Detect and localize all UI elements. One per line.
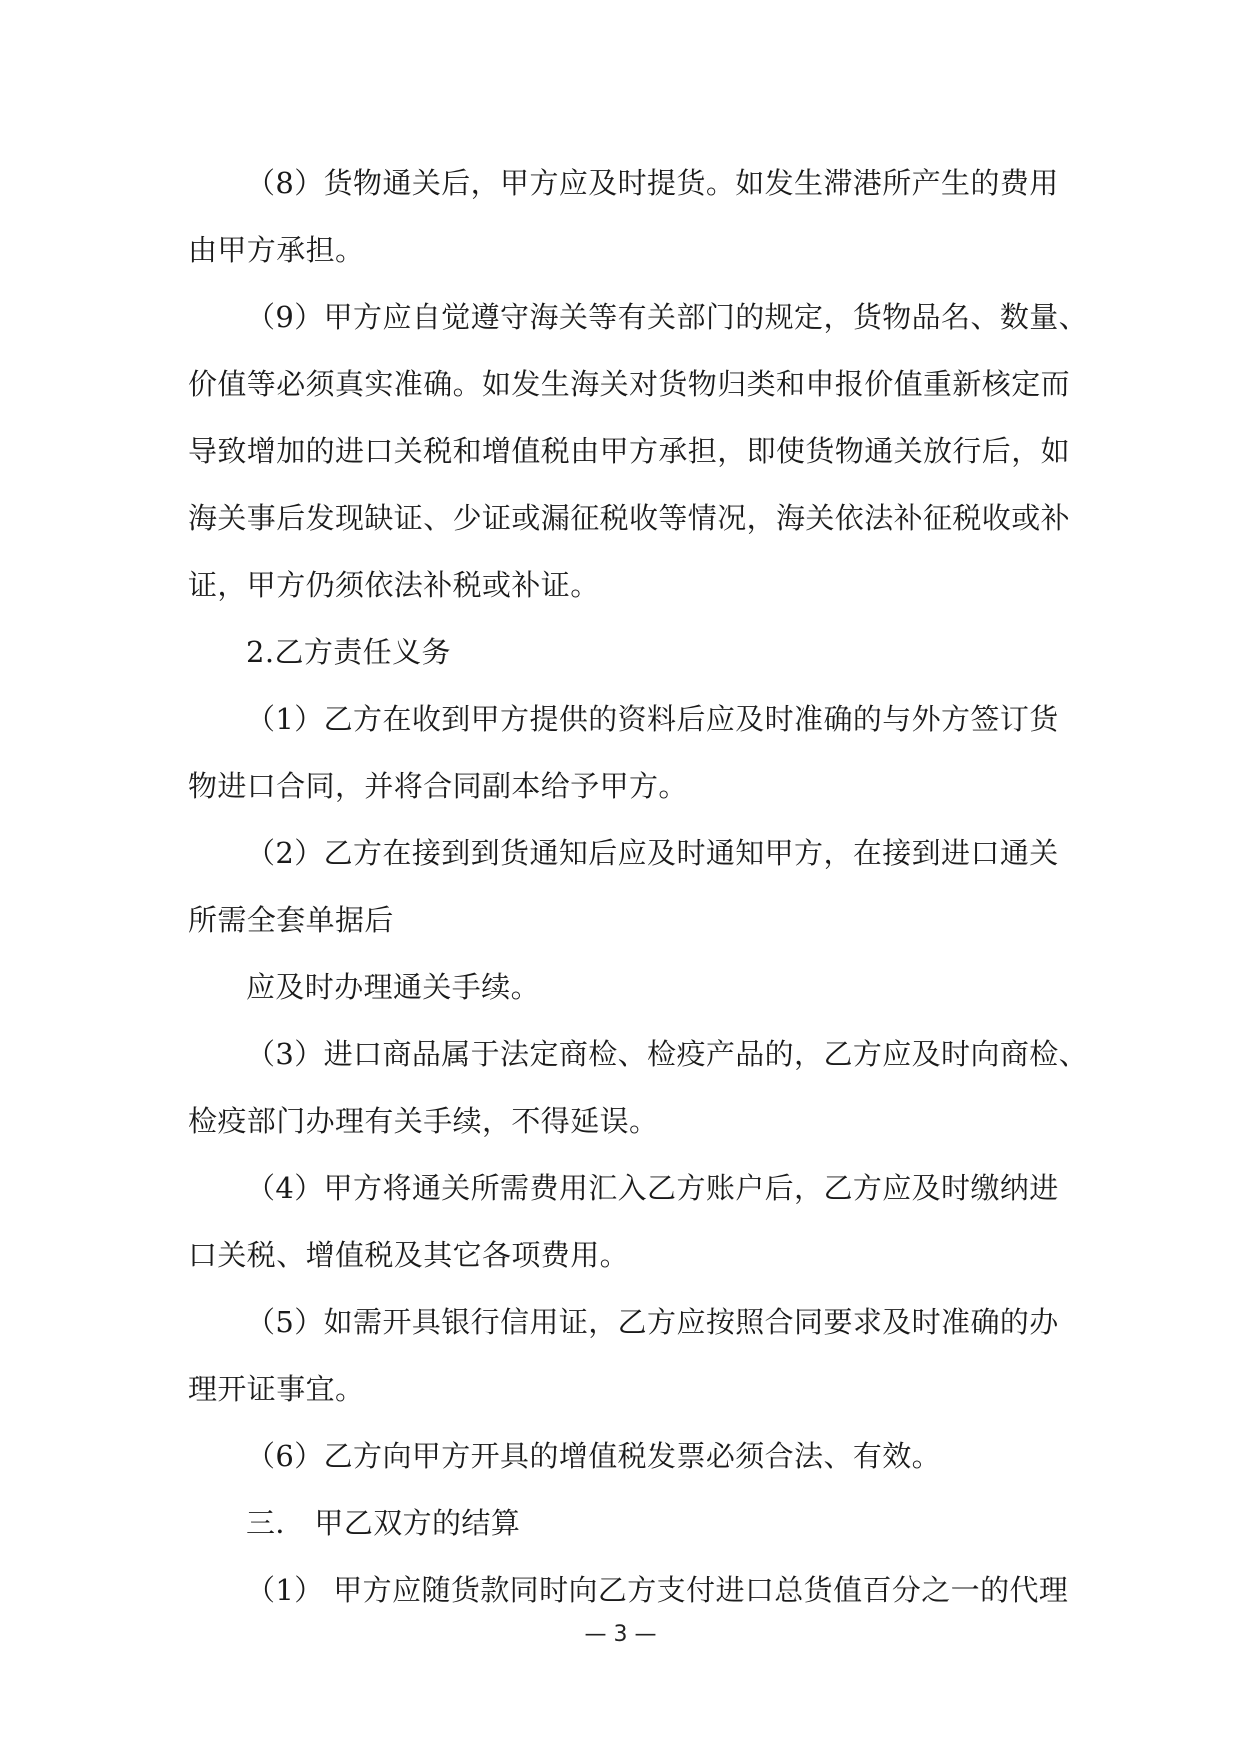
- text-line: （9）甲方应自觉遵守海关等有关部门的规定，货物品名、数量、: [246, 300, 1089, 334]
- text-line: 检疫部门办理有关手续，不得延误。: [188, 1104, 659, 1138]
- text-line: 导致增加的进口关税和增值税由甲方承担，即使货物通关放行后，如: [188, 434, 1071, 468]
- text-line: 价值等必须真实准确。如发生海关对货物归类和申报价值重新核定而: [188, 367, 1071, 401]
- document-body: [188, 158, 1089, 1632]
- text-line: （6）乙方向甲方开具的增值税发票必须合法、有效。: [246, 1439, 942, 1473]
- text-line: 海关事后发现缺证、少证或漏征税收等情况，海关依法补征税收或补: [188, 501, 1071, 535]
- text-line: （2）乙方在接到到货通知后应及时通知甲方，在接到进口通关: [246, 836, 1059, 870]
- text-line: （8）货物通关后，甲方应及时提货。如发生滞港所产生的费用: [246, 166, 1059, 200]
- text-line: 理开证事宜。: [188, 1372, 365, 1406]
- text-line: （3）进口商品属于法定商检、检疫产品的，乙方应及时向商检、: [246, 1037, 1089, 1071]
- text-line: （4）甲方将通关所需费用汇入乙方账户后，乙方应及时缴纳进: [246, 1171, 1059, 1205]
- text-line: （1） 甲方应随货款同时向乙方支付进口总货值百分之一的代理: [246, 1573, 1069, 1607]
- text-line: 三． 甲乙双方的结算: [246, 1506, 521, 1540]
- text-line: 所需全套单据后: [188, 903, 394, 937]
- text-line: （1）乙方在收到甲方提供的资料后应及时准确的与外方签订货: [246, 702, 1059, 736]
- page-number: — 3 —: [584, 1622, 657, 1647]
- text-line: 由甲方承担。: [188, 233, 365, 267]
- text-line: （5）如需开具银行信用证，乙方应按照合同要求及时准确的办: [246, 1305, 1059, 1339]
- text-line: 证，甲方仍须依法补税或补证。: [188, 568, 600, 602]
- text-line: 口关税、增值税及其它各项费用。: [188, 1238, 630, 1272]
- text-line: 应及时办理通关手续。: [246, 970, 541, 1004]
- text-line: 2.乙方责任义务: [246, 635, 451, 669]
- text-line: 物进口合同，并将合同副本给予甲方。: [188, 769, 688, 803]
